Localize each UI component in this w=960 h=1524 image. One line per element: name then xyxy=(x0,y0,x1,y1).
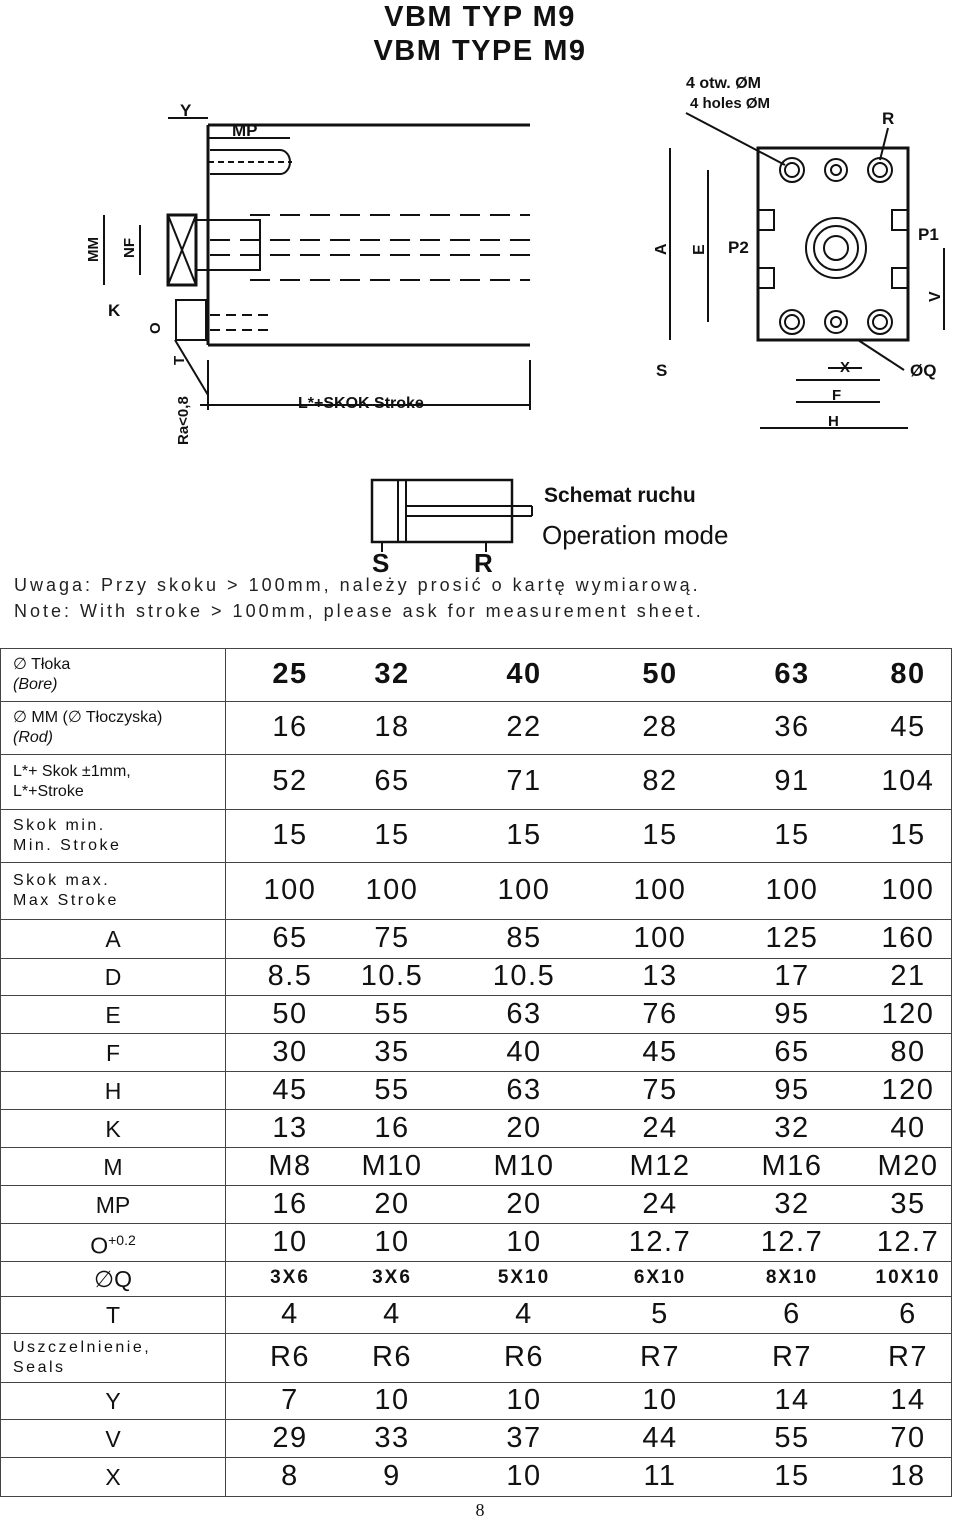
value-cell: 4 xyxy=(383,1298,401,1330)
value-cell: 95 xyxy=(774,997,810,1030)
value-cell: 10 xyxy=(374,1225,410,1258)
row-label-primary: T xyxy=(105,1302,121,1328)
value-cell: 120 xyxy=(881,1073,935,1106)
value-cell: 15 xyxy=(374,819,410,851)
value-cell: 18 xyxy=(890,1460,926,1492)
value-cell: 63 xyxy=(506,1073,542,1106)
value-cell: 104 xyxy=(881,765,935,797)
value-cell: 10X10 xyxy=(875,1267,941,1288)
row-label-primary: Uszczelnienie, xyxy=(13,1339,152,1356)
table-row xyxy=(1,702,952,755)
row-values xyxy=(226,1148,952,1186)
value-cell: 55 xyxy=(374,997,410,1030)
table-row xyxy=(1,1458,952,1497)
row-label-primary: O xyxy=(90,1232,109,1259)
svg-text:P2: P2 xyxy=(728,238,749,257)
row-label-primary: D xyxy=(104,964,122,990)
value-cell: 15 xyxy=(890,819,926,851)
row-label-secondary: L*+Stroke xyxy=(13,783,84,800)
value-cell: M10 xyxy=(361,1149,423,1182)
value-cell: 44 xyxy=(642,1421,678,1454)
row-label-primary: Skok min. xyxy=(13,817,106,834)
row-label xyxy=(1,1186,226,1224)
value-cell: 50 xyxy=(642,658,678,690)
row-label-primary: A xyxy=(105,926,121,952)
technical-drawing xyxy=(0,60,960,580)
value-cell: 12.7 xyxy=(628,1225,692,1258)
value-cell: 100 xyxy=(881,874,935,906)
value-cell: 13 xyxy=(642,960,678,992)
svg-text:4 holes ØM: 4 holes ØM xyxy=(690,95,771,112)
table-row xyxy=(1,863,952,920)
table-row xyxy=(1,1420,952,1458)
value-cell: 80 xyxy=(890,1035,926,1068)
value-cell: 3X6 xyxy=(372,1267,412,1288)
value-cell: 95 xyxy=(774,1073,810,1106)
row-values xyxy=(226,1186,952,1224)
value-cell: 100 xyxy=(497,874,551,906)
value-cell: 5X10 xyxy=(497,1267,551,1288)
table-row xyxy=(1,1186,952,1224)
value-cell: 100 xyxy=(633,874,687,906)
value-cell: 15 xyxy=(774,1460,810,1492)
value-cell: 29 xyxy=(272,1421,308,1454)
row-label xyxy=(1,1072,226,1110)
value-cell: 75 xyxy=(642,1073,678,1106)
svg-text:R: R xyxy=(474,548,493,578)
value-cell: 20 xyxy=(374,1187,410,1220)
value-cell: 91 xyxy=(774,765,810,797)
value-cell: 100 xyxy=(633,922,687,954)
value-cell: 40 xyxy=(506,658,542,690)
value-cell: 160 xyxy=(881,922,935,954)
operation-mode-en: Operation mode xyxy=(542,520,729,550)
row-label-primary: V xyxy=(105,1425,121,1452)
value-cell: M8 xyxy=(268,1149,312,1182)
svg-text:MP: MP xyxy=(232,121,258,140)
row-label xyxy=(1,1383,226,1420)
operation-mode-pl: Schemat ruchu xyxy=(544,484,696,507)
value-cell: 12.7 xyxy=(876,1225,940,1258)
value-cell: 100 xyxy=(365,874,419,906)
value-cell: 11 xyxy=(643,1460,677,1492)
row-label-primary: Y xyxy=(105,1388,121,1414)
row-label xyxy=(1,649,226,702)
row-label xyxy=(1,1110,226,1148)
table-row xyxy=(1,1383,952,1420)
row-values xyxy=(226,702,952,755)
value-cell: 12.7 xyxy=(760,1225,824,1258)
value-cell: 17 xyxy=(774,960,810,992)
svg-text:V: V xyxy=(927,291,944,302)
value-cell: 36 xyxy=(774,711,810,743)
row-label-primary: K xyxy=(105,1115,121,1142)
row-label xyxy=(1,1148,226,1186)
row-label xyxy=(1,1034,226,1072)
value-cell: M16 xyxy=(761,1149,823,1182)
row-values xyxy=(226,1334,952,1383)
value-cell: 20 xyxy=(506,1111,542,1144)
svg-text:Y: Y xyxy=(180,101,192,120)
table-row xyxy=(1,1334,952,1383)
value-cell: 14 xyxy=(774,1384,810,1416)
svg-text:A: A xyxy=(653,243,670,255)
svg-text:P1: P1 xyxy=(918,225,939,244)
value-cell: 35 xyxy=(374,1035,410,1068)
value-cell: 4 xyxy=(515,1298,533,1330)
value-cell: 63 xyxy=(774,658,810,690)
row-label-primary: H xyxy=(104,1077,122,1104)
row-label-primary: Skok max. xyxy=(13,872,111,889)
row-label-primary: F xyxy=(105,1039,121,1066)
value-cell: 10.5 xyxy=(360,960,424,992)
table-row xyxy=(1,996,952,1034)
value-cell: 71 xyxy=(506,765,542,797)
row-label-secondary: (Rod) xyxy=(13,729,54,746)
row-values xyxy=(226,920,952,959)
value-cell: 45 xyxy=(272,1073,308,1106)
value-cell: 45 xyxy=(642,1035,678,1068)
value-cell: 55 xyxy=(774,1421,810,1454)
row-label-primary: E xyxy=(105,1001,121,1028)
svg-text:S: S xyxy=(656,361,668,380)
row-values xyxy=(226,996,952,1034)
row-label-secondary: (Bore) xyxy=(13,676,58,693)
table-row xyxy=(1,1262,952,1297)
value-cell: 22 xyxy=(506,711,542,743)
table-row xyxy=(1,1148,952,1186)
value-cell: 45 xyxy=(890,711,926,743)
dimension-table xyxy=(0,648,952,1497)
svg-text:F: F xyxy=(832,387,842,404)
value-cell: R6 xyxy=(269,1341,311,1373)
note-en: Note: With stroke > 100mm, please ask for measurement sheet. xyxy=(14,601,704,621)
value-cell: 50 xyxy=(272,997,308,1030)
table-row xyxy=(1,1297,952,1334)
value-cell: 55 xyxy=(374,1073,410,1106)
row-label-primary: L*+ Skok ±1mm, xyxy=(13,763,131,780)
value-cell: R6 xyxy=(503,1341,545,1373)
svg-text:L*+SKOK Stroke: L*+SKOK Stroke xyxy=(298,395,424,412)
row-label-secondary: Min. Stroke xyxy=(13,837,122,854)
row-label-primary: ∅ MM (∅ Tłoczyska) xyxy=(13,709,163,726)
row-label xyxy=(1,1334,226,1383)
value-cell: 5 xyxy=(651,1298,669,1330)
row-values xyxy=(226,1224,952,1262)
value-cell: 25 xyxy=(272,658,308,690)
row-label xyxy=(1,1420,226,1458)
value-cell: 16 xyxy=(272,1187,308,1220)
table-row xyxy=(1,920,952,959)
value-cell: 10 xyxy=(506,1384,542,1416)
row-label xyxy=(1,863,226,920)
value-cell: M12 xyxy=(629,1149,691,1182)
row-label-primary: M xyxy=(103,1153,123,1180)
value-cell: 32 xyxy=(774,1111,810,1144)
value-cell: M10 xyxy=(493,1149,555,1182)
value-cell: 21 xyxy=(890,960,926,992)
svg-text:O: O xyxy=(147,322,164,334)
value-cell: 70 xyxy=(890,1421,926,1454)
row-label-primary: X xyxy=(105,1464,121,1490)
value-cell: 65 xyxy=(774,1035,810,1068)
value-cell: M20 xyxy=(877,1149,939,1182)
row-values xyxy=(226,1458,952,1497)
row-label xyxy=(1,959,226,996)
value-cell: 10.5 xyxy=(492,960,556,992)
title-line-1: VBM TYP M9 xyxy=(384,1,576,33)
table-row xyxy=(1,1034,952,1072)
value-cell: 4 xyxy=(281,1298,299,1330)
row-label-secondary: Max Stroke xyxy=(13,892,119,909)
value-cell: 40 xyxy=(890,1111,926,1144)
value-cell: 65 xyxy=(374,765,410,797)
value-cell: 32 xyxy=(774,1187,810,1220)
value-cell: 82 xyxy=(642,765,678,797)
value-cell: 120 xyxy=(881,997,935,1030)
value-cell: 63 xyxy=(506,997,542,1030)
row-values xyxy=(226,1420,952,1458)
value-cell: 24 xyxy=(642,1187,678,1220)
value-cell: 8X10 xyxy=(765,1267,819,1288)
value-cell: R7 xyxy=(639,1341,681,1373)
row-label-primary: ∅ Tłoka xyxy=(13,656,71,673)
value-cell: 37 xyxy=(506,1421,542,1454)
svg-text:S: S xyxy=(372,548,390,578)
row-label xyxy=(1,1458,226,1497)
value-cell: 30 xyxy=(272,1035,308,1068)
value-cell: 40 xyxy=(506,1035,542,1068)
value-cell: 100 xyxy=(765,874,819,906)
note-pl: Uwaga: Przy skoku > 100mm, należy prosić o kartę wymiarową. xyxy=(14,575,701,595)
value-cell: R6 xyxy=(371,1341,413,1373)
value-cell: 7 xyxy=(281,1384,299,1416)
row-label-secondary: Seals xyxy=(13,1359,66,1376)
row-label-superscript: +0.2 xyxy=(108,1231,136,1248)
value-cell: 15 xyxy=(642,819,678,851)
value-cell: 8.5 xyxy=(267,960,313,992)
value-cell: 10 xyxy=(374,1384,410,1416)
value-cell: 10 xyxy=(272,1225,308,1258)
svg-text:E: E xyxy=(691,244,708,255)
title-line-2: VBM TYPE M9 xyxy=(373,35,587,67)
value-cell: 8 xyxy=(281,1460,299,1492)
row-values xyxy=(226,1262,952,1297)
row-values xyxy=(226,1383,952,1420)
row-values xyxy=(226,1034,952,1072)
row-values xyxy=(226,755,952,810)
value-cell: 65 xyxy=(272,922,308,954)
table-row xyxy=(1,1224,952,1262)
row-values xyxy=(226,863,952,920)
value-cell: 6 xyxy=(899,1298,917,1330)
row-label-primary: MP xyxy=(95,1191,131,1218)
value-cell: 14 xyxy=(890,1384,926,1416)
table-row xyxy=(1,1110,952,1148)
table-row xyxy=(1,649,952,702)
value-cell: 76 xyxy=(642,997,678,1030)
svg-text:4 otw. ØM: 4 otw. ØM xyxy=(686,75,761,92)
value-cell: 52 xyxy=(272,765,308,797)
value-cell: 15 xyxy=(506,819,542,851)
svg-text:T: T xyxy=(171,355,188,365)
value-cell: 125 xyxy=(765,922,819,954)
value-cell: 6 xyxy=(783,1298,801,1330)
value-cell: 35 xyxy=(890,1187,926,1220)
value-cell: 15 xyxy=(272,819,308,851)
svg-text:MM: MM xyxy=(85,237,102,262)
value-cell: 32 xyxy=(374,658,410,690)
value-cell: 10 xyxy=(642,1384,678,1416)
table-row xyxy=(1,1072,952,1110)
value-cell: 18 xyxy=(374,711,410,743)
svg-text:K: K xyxy=(108,301,121,320)
row-label xyxy=(1,810,226,863)
value-cell: 24 xyxy=(642,1111,678,1144)
row-label-primary: ∅Q xyxy=(94,1266,132,1292)
row-values xyxy=(226,810,952,863)
value-cell: 9 xyxy=(383,1460,401,1492)
svg-text:ØQ: ØQ xyxy=(910,361,937,380)
page-number: 8 xyxy=(475,1500,485,1520)
value-cell: 33 xyxy=(374,1421,410,1454)
table-row xyxy=(1,959,952,996)
value-cell: 75 xyxy=(374,922,410,954)
value-cell: 80 xyxy=(890,658,926,690)
value-cell: 16 xyxy=(272,711,308,743)
value-cell: R7 xyxy=(887,1341,929,1373)
row-values xyxy=(226,1072,952,1110)
row-values xyxy=(226,649,952,702)
svg-text:Ra<0,8: Ra<0,8 xyxy=(175,396,192,445)
value-cell: 10 xyxy=(506,1225,542,1258)
row-label xyxy=(1,702,226,755)
row-values xyxy=(226,959,952,996)
svg-text:H: H xyxy=(828,413,839,430)
row-values xyxy=(226,1110,952,1148)
value-cell: 10 xyxy=(506,1460,542,1492)
svg-text:NF: NF xyxy=(121,238,138,258)
svg-text:X: X xyxy=(840,359,851,376)
row-label xyxy=(1,1297,226,1334)
table-row xyxy=(1,755,952,810)
value-cell: 20 xyxy=(506,1187,542,1220)
value-cell: R7 xyxy=(771,1341,813,1373)
row-label xyxy=(1,1262,226,1297)
value-cell: 28 xyxy=(642,711,678,743)
value-cell: 85 xyxy=(506,922,542,954)
row-label xyxy=(1,755,226,810)
value-cell: 6X10 xyxy=(633,1267,687,1288)
row-values xyxy=(226,1297,952,1334)
svg-text:R: R xyxy=(882,109,895,128)
row-label xyxy=(1,920,226,959)
row-label xyxy=(1,1224,226,1262)
value-cell: 16 xyxy=(374,1111,410,1144)
table-row xyxy=(1,810,952,863)
value-cell: 3X6 xyxy=(270,1267,310,1288)
row-label xyxy=(1,996,226,1034)
value-cell: 15 xyxy=(774,819,810,851)
value-cell: 13 xyxy=(272,1111,308,1144)
value-cell: 100 xyxy=(263,874,317,906)
